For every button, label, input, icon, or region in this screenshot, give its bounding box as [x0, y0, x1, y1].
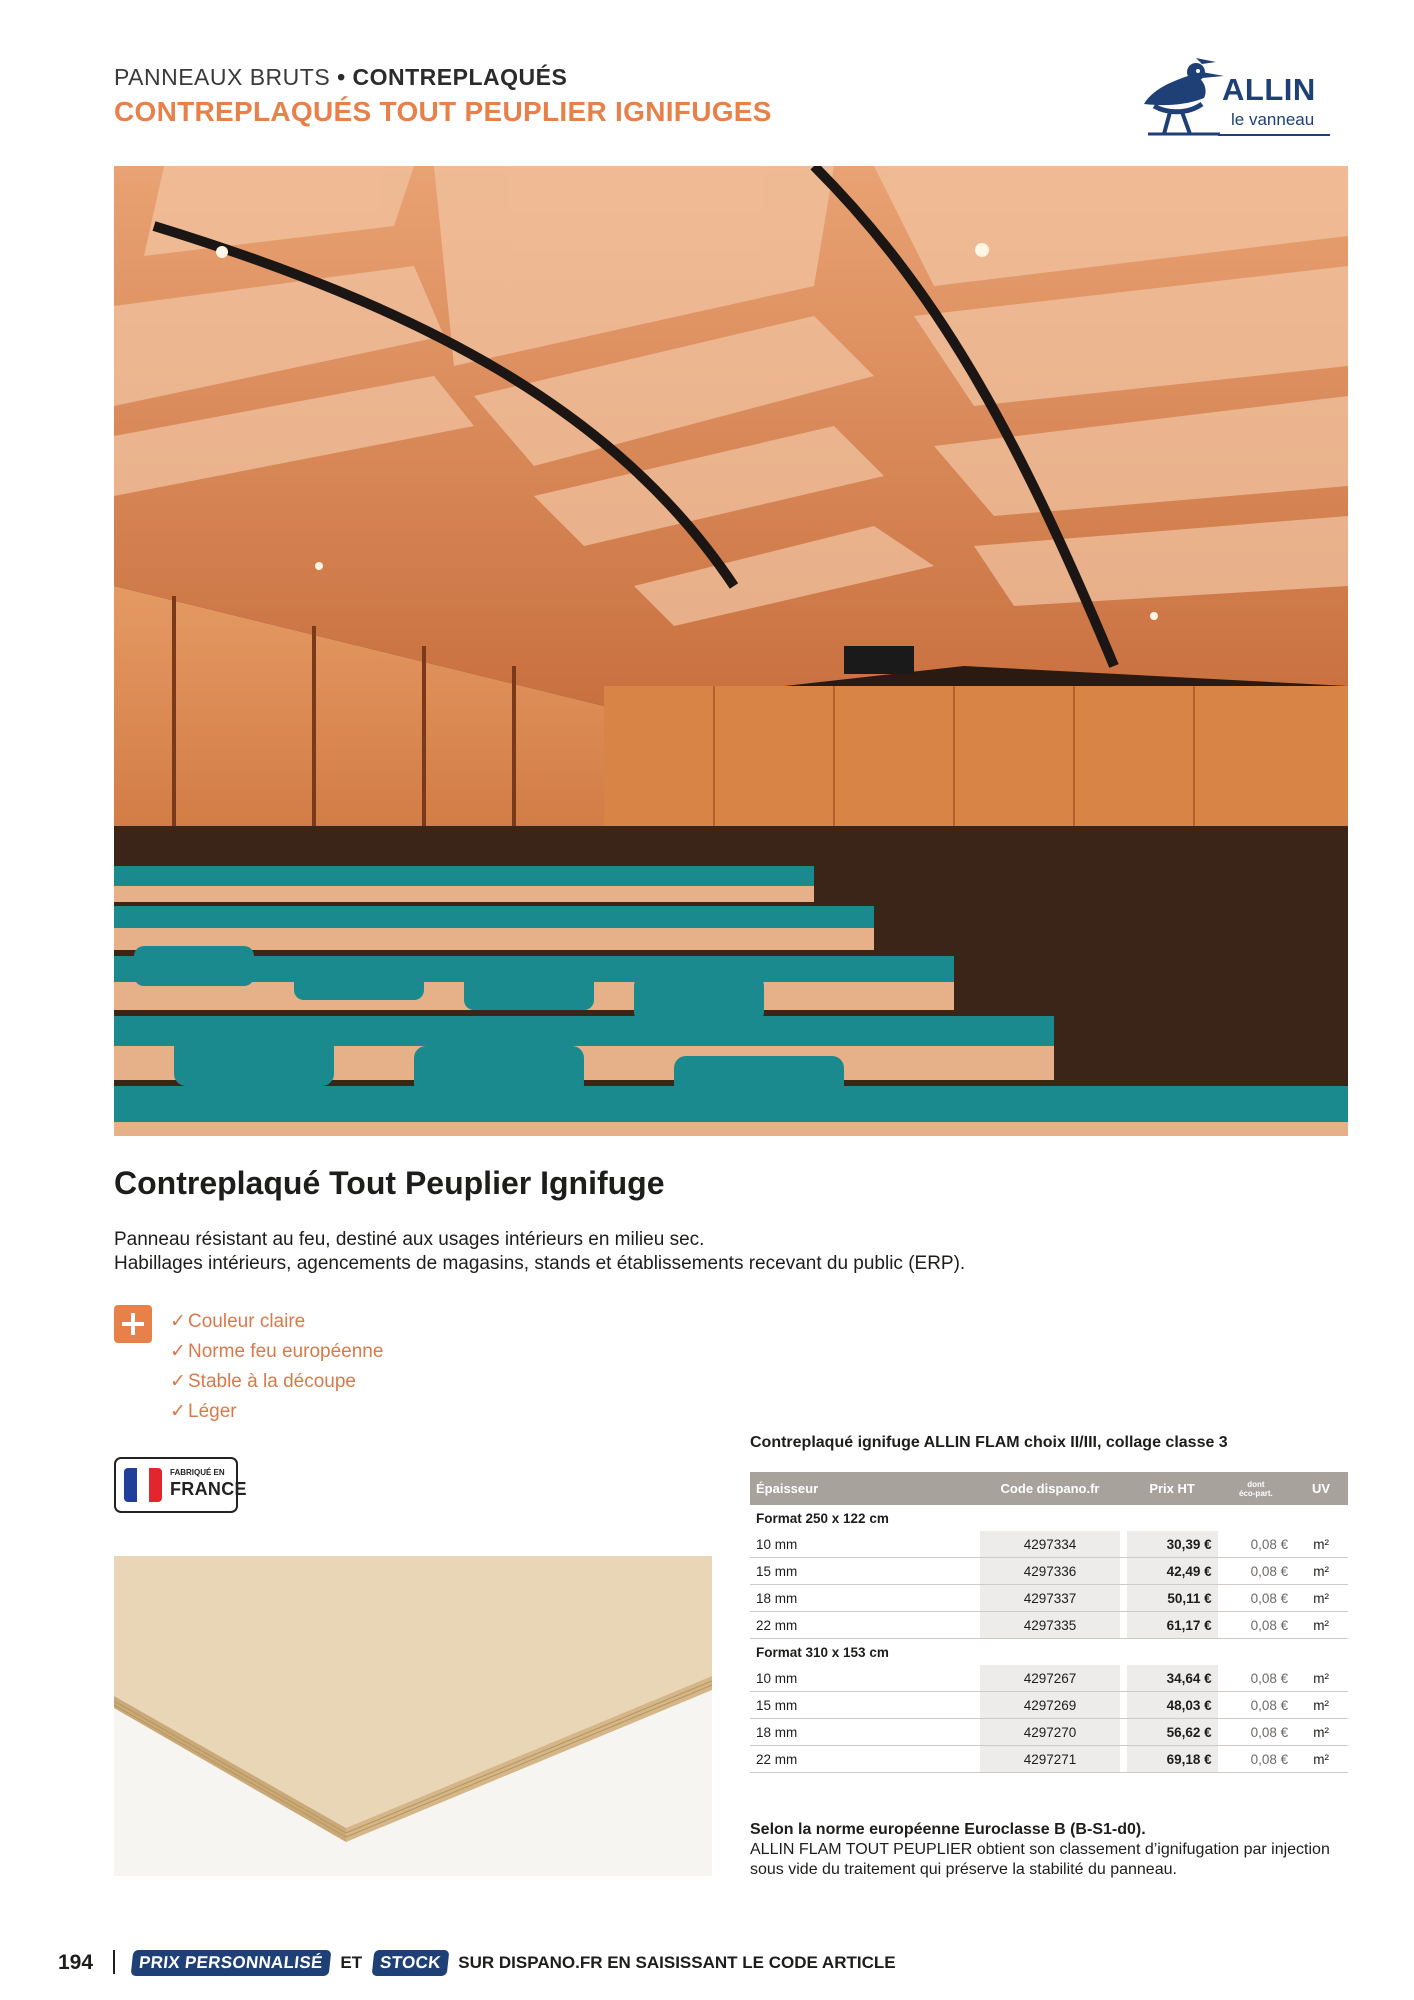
cell-uv: m²	[1294, 1558, 1348, 1585]
breadcrumb-bullet: •	[337, 64, 346, 90]
col-prix: Prix HT	[1127, 1472, 1218, 1505]
plus-icon	[114, 1305, 152, 1343]
page-title: CONTREPLAQUÉS TOUT PEUPLIER IGNIFUGES	[114, 96, 772, 127]
table-row	[750, 1746, 1348, 1773]
feature-list	[170, 1307, 383, 1427]
table-row	[750, 1531, 1348, 1558]
price-table	[750, 1472, 1348, 1773]
feature-item	[170, 1307, 383, 1337]
cell-code: 4297270	[980, 1719, 1121, 1746]
col-epaisseur: Épaisseur	[750, 1472, 980, 1505]
footer-banner	[132, 1950, 902, 1976]
format-label: Format 310 x 153 cm	[756, 1644, 889, 1660]
category-label: PANNEAUX BRUTS	[114, 64, 331, 90]
auditorium-illustration	[114, 166, 1348, 1136]
cell-code: 4297267	[980, 1665, 1121, 1692]
brand-underline	[1218, 134, 1330, 136]
feature-item	[170, 1367, 383, 1397]
norm-note	[750, 1820, 1350, 1880]
description-line: Panneau résistant au feu, destiné aux usages intérieurs en milieu sec.	[114, 1229, 705, 1250]
cell-epaisseur: 22 mm	[750, 1612, 980, 1639]
cell-uv: m²	[1294, 1665, 1348, 1692]
cell-eco: 0,08 €	[1218, 1558, 1295, 1585]
feature-item	[170, 1397, 383, 1427]
cell-epaisseur: 22 mm	[750, 1746, 980, 1773]
col-uv: UV	[1294, 1472, 1348, 1505]
table-row	[750, 1719, 1348, 1746]
cell-eco: 0,08 €	[1218, 1585, 1295, 1612]
table-row	[750, 1558, 1348, 1585]
norm-text: ALLIN FLAM TOUT PEUPLIER obtient son classement d’ignifugation par injection sous vide du traitement qui préserve la stabilité du panneau.	[750, 1841, 1330, 1878]
cell-eco: 0,08 €	[1218, 1665, 1295, 1692]
footer-pill-price: PRIX PERSONNALISÉ	[131, 1950, 331, 1976]
cell-uv: m²	[1294, 1612, 1348, 1639]
cell-code: 4297269	[980, 1692, 1121, 1719]
cell-code: 4297337	[980, 1585, 1121, 1612]
bird-logo-icon	[1140, 54, 1226, 144]
cell-eco: 0,08 €	[1218, 1746, 1295, 1773]
made-in-france-badge	[114, 1457, 247, 1513]
footer-and: ET	[340, 1953, 363, 1972]
cell-prix: 42,49 €	[1127, 1558, 1218, 1585]
col-eco-line1: dont	[1247, 1479, 1265, 1489]
check-icon: ✓	[170, 1371, 186, 1392]
product-description	[114, 1228, 965, 1276]
cell-epaisseur: 10 mm	[750, 1665, 980, 1692]
table-row	[750, 1665, 1348, 1692]
check-icon: ✓	[170, 1401, 186, 1422]
category-breadcrumb	[114, 64, 567, 91]
cell-prix: 50,11 €	[1127, 1585, 1218, 1612]
check-icon: ✓	[170, 1311, 186, 1332]
table-row	[750, 1612, 1348, 1639]
cell-epaisseur: 15 mm	[750, 1558, 980, 1585]
subcategory-label: CONTREPLAQUÉS	[352, 64, 568, 90]
cell-code: 4297271	[980, 1746, 1121, 1773]
format-label: Format 250 x 122 cm	[756, 1510, 889, 1526]
cell-prix: 48,03 €	[1127, 1692, 1218, 1719]
cell-eco: 0,08 €	[1218, 1692, 1295, 1719]
cell-eco: 0,08 €	[1218, 1531, 1295, 1558]
description-line: Habillages intérieurs, agencements de magasins, stands et établissements recevant du public (ERP).	[114, 1253, 966, 1274]
cell-uv: m²	[1294, 1692, 1348, 1719]
product-title: Contreplaqué Tout Peuplier Ignifuge	[114, 1165, 665, 1201]
feature-label: Norme feu européenne	[188, 1341, 384, 1362]
cell-prix: 30,39 €	[1127, 1531, 1218, 1558]
plywood-board-photo	[114, 1556, 712, 1876]
brand-logo	[1140, 54, 1340, 144]
cell-code: 4297336	[980, 1558, 1121, 1585]
plywood-illustration	[114, 1556, 712, 1876]
feature-label: Couleur claire	[188, 1311, 306, 1332]
footer-text: SUR DISPANO.FR EN SAISISSANT LE CODE ARTICLE	[458, 1953, 896, 1972]
cell-prix: 34,64 €	[1127, 1665, 1218, 1692]
format-row	[750, 1639, 1348, 1666]
badge-line1: FABRIQUÉ EN	[170, 1468, 225, 1477]
cell-epaisseur: 15 mm	[750, 1692, 980, 1719]
badge-line2: FRANCE	[170, 1479, 247, 1499]
table-header-row	[750, 1472, 1348, 1505]
cell-epaisseur: 18 mm	[750, 1585, 980, 1612]
feature-label: Stable à la découpe	[188, 1371, 356, 1392]
cell-prix: 69,18 €	[1127, 1746, 1218, 1773]
footer-separator	[113, 1950, 115, 1974]
cell-eco: 0,08 €	[1218, 1719, 1295, 1746]
auditorium-photo	[114, 166, 1348, 1136]
check-icon: ✓	[170, 1341, 186, 1362]
feature-item	[170, 1337, 383, 1367]
footer-pill-stock: STOCK	[371, 1950, 448, 1976]
cell-epaisseur: 10 mm	[750, 1531, 980, 1558]
table-row	[750, 1585, 1348, 1612]
table-title: Contreplaqué ignifuge ALLIN FLAM choix II/III, collage classe 3	[750, 1434, 1228, 1451]
cell-uv: m²	[1294, 1585, 1348, 1612]
cell-prix: 56,62 €	[1127, 1719, 1218, 1746]
norm-heading: Selon la norme européenne Euroclasse B (B-S1-d0).	[750, 1821, 1146, 1838]
cell-prix: 61,17 €	[1127, 1612, 1218, 1639]
format-row	[750, 1505, 1348, 1531]
cell-epaisseur: 18 mm	[750, 1719, 980, 1746]
feature-label: Léger	[188, 1401, 237, 1422]
cell-uv: m²	[1294, 1719, 1348, 1746]
col-eco	[1218, 1472, 1295, 1505]
cell-code: 4297335	[980, 1612, 1121, 1639]
french-flag-icon	[124, 1468, 162, 1502]
col-code: Code dispano.fr	[980, 1472, 1121, 1505]
cell-eco: 0,08 €	[1218, 1612, 1295, 1639]
col-eco-line2: éco-part.	[1238, 1488, 1273, 1498]
brand-name: ALLIN	[1222, 72, 1316, 107]
cell-code: 4297334	[980, 1531, 1121, 1558]
cell-uv: m²	[1294, 1746, 1348, 1773]
cell-uv: m²	[1294, 1531, 1348, 1558]
table-row	[750, 1692, 1348, 1719]
brand-tagline: le vanneau	[1231, 110, 1315, 129]
page-number: 194	[58, 1951, 94, 1974]
